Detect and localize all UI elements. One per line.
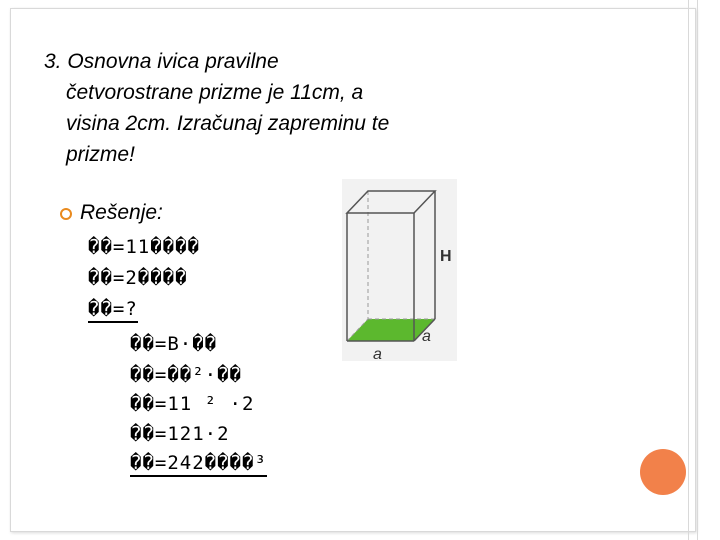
slide-edge-decoration bbox=[688, 0, 698, 540]
problem-line-4: prizme! bbox=[66, 143, 135, 166]
problem-line-3: visina 2cm. Izračunaj zapreminu te bbox=[66, 112, 390, 135]
decorative-circle bbox=[640, 449, 686, 495]
given-h: ��=2���� bbox=[88, 267, 188, 289]
bullet-icon bbox=[60, 208, 72, 220]
solution-heading: Rešenje: bbox=[80, 201, 163, 224]
given-a: ��=11���� bbox=[88, 236, 200, 258]
problem-line-1: 3. Osnovna ivica pravilne bbox=[44, 50, 279, 73]
calc-result: ��=242����³ bbox=[130, 452, 267, 477]
prism-figure bbox=[342, 179, 457, 361]
problem-statement bbox=[44, 46, 464, 170]
prism-top-face bbox=[347, 191, 435, 213]
prism-drawing bbox=[342, 179, 457, 361]
label-edge-bottom: a bbox=[373, 346, 382, 361]
calc-step-2: ��=121·2 bbox=[130, 423, 230, 445]
problem-line-2: četvorostrane prizme je 11cm, a bbox=[66, 81, 364, 104]
formula-volume: ��=B·�� bbox=[130, 333, 218, 355]
calc-step-1: ��=11 ² ·2 bbox=[130, 393, 255, 415]
unknown-v: ��=? bbox=[88, 298, 138, 323]
label-edge-side: a bbox=[422, 328, 431, 345]
label-height: H bbox=[440, 248, 452, 265]
formula-substituted: ��=��²·�� bbox=[130, 364, 242, 386]
